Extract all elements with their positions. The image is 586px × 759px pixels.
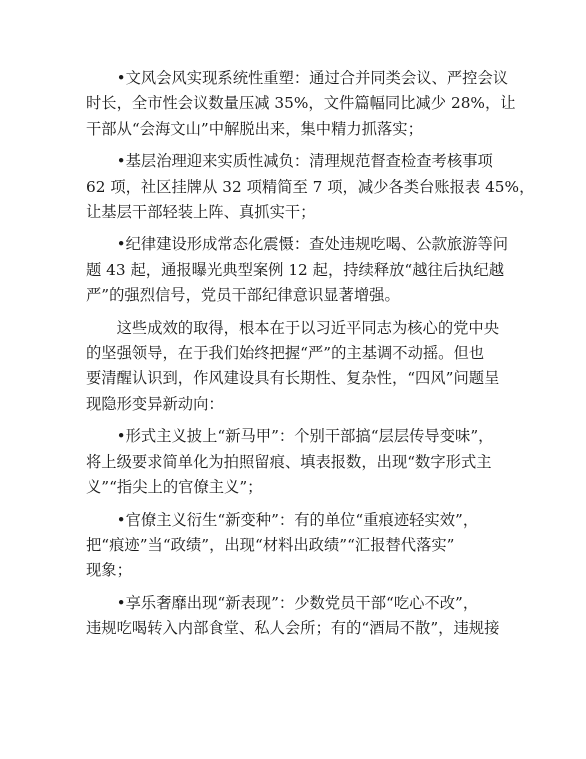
- paragraph-line: 将上级要求简单化为拍照留痕、填表报数，出现“数字形式主: [86, 452, 492, 471]
- paragraph-line: 把“痕迹”当“政绩”，出现“材料出政绩”“汇报替代落实”: [86, 535, 455, 554]
- paragraph-line: 要清醒认识到，作风建设具有长期性、复杂性，“四风”问题呈: [86, 369, 500, 388]
- paragraph-line: •形式主义披上“新马甲”：个别干部搞“层层传导变味”，: [116, 427, 494, 446]
- bullet-paragraph-formalism: [86, 424, 506, 500]
- paragraph-line: 的坚强领导，在于我们始终把握“严”的主基调不动摇。但也: [86, 344, 485, 363]
- bullet-paragraph-discipline: [86, 232, 509, 308]
- paragraph-line: 让基层干部轻装上阵、真抓实干；: [86, 203, 316, 222]
- paragraph-line: 时长，全市性会议数量压减 35%，文件篇幅同比减少 28%，让: [86, 94, 516, 113]
- body-paragraph-summary: [86, 316, 506, 418]
- paragraph-line: 干部从“会海文山”中解脱出来，集中精力抓落实；: [86, 119, 423, 138]
- paragraph-line: 题 43 起，通报曝光典型案例 12 起，持续释放“越往后执纪越: [86, 260, 505, 279]
- paragraph-line: •基层治理迎来实质性减负：清理规范督查检查考核事项: [116, 152, 493, 171]
- document-page: [86, 66, 535, 649]
- bullet-paragraph-extravagance: [86, 591, 506, 642]
- paragraph-line: 现隐形变异新动向：: [86, 394, 224, 413]
- paragraph-line: •享乐奢靡出现“新表现”：少数党员干部“吃心不改”，: [116, 593, 479, 612]
- bullet-paragraph-style: [86, 66, 516, 142]
- paragraph-line: 现象；: [86, 561, 132, 580]
- bullet-paragraph-bureaucracy: [86, 508, 506, 584]
- paragraph-line: 62 项，社区挂牌从 32 项精简至 7 项，减少各类台账报表 45%，: [86, 177, 535, 196]
- bullet-paragraph-grassroots: [86, 149, 535, 225]
- paragraph-line: •官僚主义衍生“新变种”：有的单位“重痕迹轻实效”，: [116, 510, 479, 529]
- paragraph-line: 严”的强烈信号，党员干部纪律意识显著增强。: [86, 286, 400, 305]
- paragraph-line: •文风会风实现系统性重塑：通过合并同类会议、严控会议: [116, 69, 509, 87]
- paragraph-line: 这些成效的取得，根本在于以习近平同志为核心的党中央: [116, 318, 500, 337]
- paragraph-line: 违规吃喝转入内部食堂、私人会所；有的“酒局不散”，违规接: [86, 619, 500, 638]
- paragraph-line: 义”“指尖上的官僚主义”；: [86, 478, 263, 497]
- paragraph-line: •纪律建设形成常态化震慑：查处违规吃喝、公款旅游等问: [116, 235, 509, 254]
